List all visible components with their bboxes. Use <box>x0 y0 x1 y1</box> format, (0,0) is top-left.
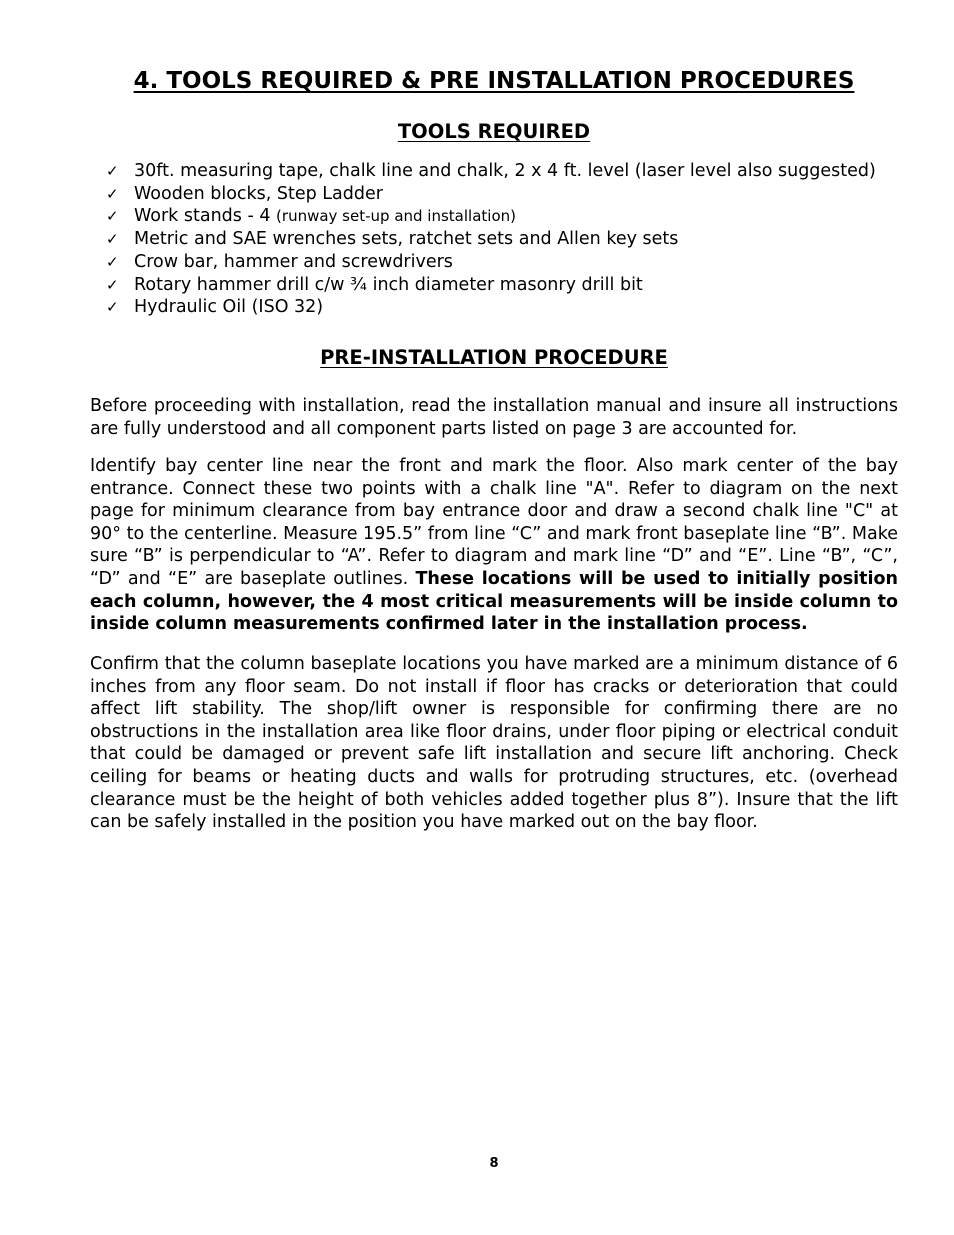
check-icon: ✓ <box>106 230 119 249</box>
list-item-text: Work stands - 4 <box>134 206 277 227</box>
page-number: 8 <box>489 1156 499 1171</box>
page-title: 4. TOOLS REQUIRED & PRE INSTALLATION PROCEDURES <box>133 68 855 94</box>
list-item <box>106 296 876 319</box>
paragraph-floor-marking <box>90 455 898 636</box>
check-icon: ✓ <box>106 184 119 203</box>
list-item <box>106 183 876 206</box>
tools-list <box>106 160 876 319</box>
check-icon: ✓ <box>106 298 119 317</box>
tools-required-heading: TOOLS REQUIRED <box>397 120 591 143</box>
list-item-text: Wooden blocks, Step Ladder <box>134 183 383 204</box>
paragraph-floor-marking-text: Identify bay center line near the front and mark the floor. Also mark center of the bay entrance. Connect these two points with a chalk line "A". Refer to diagram on the next page for minimum clearance from bay entrance door and draw a second chalk line "C" at 90° to the centerline. Measure 195.5” from line “C” and mark front baseplate line “B”. Make sure “B” is perpendicular to “A”. Refer to diagram and mark line “D” and “E”. Line “B”, “C”, “D” and “E” are baseplate outlines. <box>90 456 898 589</box>
list-item <box>106 251 876 274</box>
paragraph-site-check: Confirm that the column baseplate locations you have marked are a minimum distance of 6 inches from any floor seam. Do not install if floor has cracks or deterioration that could affect lift stability. The shop/lift owner is responsible for confirming there are no obstructions in the installation area like floor drains, under floor piping or electrical conduit that could be damaged or prevent safe lift installation and secure lift anchoring. Check ceiling for beams or heating ducts and walls for protruding structures, etc. (overhead clearance must be the height of both vehicles added together plus 8”). Insure that the lift can be safely installed in the position you have marked out on the bay floor. <box>90 654 898 833</box>
list-item <box>106 274 876 297</box>
paragraph-manual-review: Before proceeding with installation, read the installation manual and insure all instructions are fully understood and all component parts listed on page 3 are accounted for. <box>90 396 898 439</box>
check-icon: ✓ <box>106 252 119 271</box>
check-icon: ✓ <box>106 275 119 294</box>
list-item-text: Hydraulic Oil (ISO 32) <box>134 297 324 318</box>
check-icon: ✓ <box>106 207 119 226</box>
check-icon: ✓ <box>106 162 119 180</box>
list-item-text: Crow bar, hammer and screwdrivers <box>134 251 453 272</box>
list-item <box>106 205 876 228</box>
list-item <box>106 228 876 251</box>
list-item <box>106 160 876 183</box>
list-item-text: 30ft. measuring tape, chalk line and chalk, 2 x 4 ft. level (laser level also suggested) <box>134 161 876 181</box>
list-item-text: Rotary hammer drill c/w ¾ inch diameter masonry drill bit <box>134 274 643 295</box>
paragraph-critical-note: These locations will be used to initially position each column, however, the 4 most critical measurements will be inside column to inside column measurements confirmed later in the installation process. <box>90 568 898 635</box>
pre-installation-heading: PRE-INSTALLATION PROCEDURE <box>320 346 668 369</box>
list-item-note: (runway set-up and installation) <box>276 207 516 226</box>
list-item-text: Metric and SAE wrenches sets, ratchet sets and Allen key sets <box>134 229 679 250</box>
